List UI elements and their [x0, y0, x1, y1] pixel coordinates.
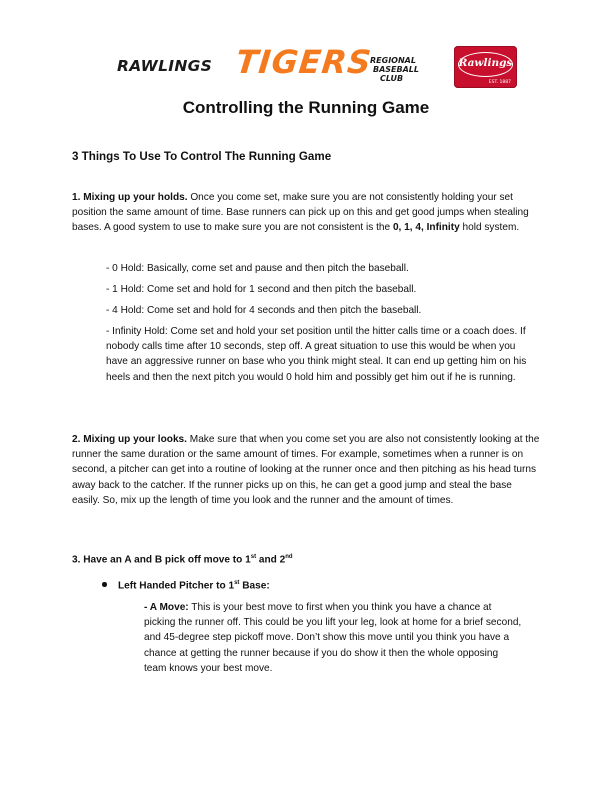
section-3-sup-2: nd — [285, 554, 293, 560]
section-3-heading — [72, 550, 540, 568]
bullet-sup: st — [234, 580, 240, 586]
club-wordmark — [370, 56, 419, 83]
tigers-wordmark: TIGERS — [234, 43, 374, 81]
a-move-body: This is your best move to first when you think you have a chance at picking the runner off. This could be you lift your leg, look at home for a brief second, and 45-degree step pickoff move. Don’t show this move until you think you have a chance at getting the runner because if you do show it then the whole opposing team knows your best move. — [144, 602, 522, 674]
bullet-left-handed-pitcher — [118, 576, 518, 594]
section-3-heading-a: 3. Have an A and B pick off move to 1 — [72, 554, 251, 566]
section-1-body-b: hold system. — [459, 222, 520, 234]
hold-item-infinity: - Infinity Hold: Come set and hold your set position until the hitter calls time or a coach does. If nobody calls time after 10 seconds, step off. A great situation to use this would be when you have an aggressive runner on base who you think might steal. It can end up getting him on his heels and then the next pitch you would 0 hold him and possibly get him out if he is running. — [106, 326, 527, 383]
club-line-3: CLUB — [380, 74, 404, 83]
club-line-1: REGIONAL — [370, 56, 416, 65]
page-header — [0, 0, 612, 95]
hold-item-1: - 1 Hold: Come set and hold for 1 second and then pitch the baseball. — [106, 284, 417, 295]
section-1-body-a: Once you come set, make sure you are not consistently holding your set position the same amount of time. Base runners can pick up on this and get good jumps when stealing bases. A good system to use to make sure you are not consistent is the — [72, 192, 529, 234]
section-2-body: Make sure that when you come set you are also not consistently looking at the runner the same duration or the same amount of times. For example, sometimes when a runner is on second, a pitcher can get into a routine of looking at the runner once and then pitching as his head turns away back to the catcher. If the runner picks up on this, he can get a good jump and steal the base easily. So, mix up the length of time you look and the runner and the amount of times. — [72, 434, 540, 506]
a-move-label: - A Move: — [144, 602, 189, 613]
hold-item-0: - 0 Hold: Basically, come set and pause and then pitch the baseball. — [106, 263, 409, 274]
hold-system-name: 0, 1, 4, Infinity — [392, 222, 460, 234]
rawlings-wordmark: RAWLINGS — [117, 57, 213, 75]
hold-item-4: - 4 Hold: Come set and hold for 4 seconds and then pitch the baseball. — [106, 305, 422, 316]
badge-est: EST. 1887 — [488, 80, 511, 85]
page-subtitle: 3 Things To Use To Control The Running Game — [72, 150, 332, 163]
bullet-dot-icon — [102, 582, 107, 587]
section-2-heading: 2. Mixing up your looks. — [72, 434, 187, 445]
section-1-paragraph — [72, 190, 540, 236]
bullet-text-a: Left Handed Pitcher to 1 — [118, 580, 235, 592]
section-3-sup-1: st — [250, 554, 257, 560]
a-move-paragraph — [144, 600, 522, 676]
bullet-text-b: Base: — [239, 580, 270, 592]
badge-text: Rawlings — [458, 57, 513, 69]
section-1-heading: 1. Mixing up your holds. — [72, 192, 188, 203]
rawlings-badge-logo — [454, 46, 517, 88]
page-title: Controlling the Running Game — [182, 98, 430, 117]
section-3-heading-b: and 2 — [256, 554, 286, 566]
club-line-2: BASEBALL — [373, 65, 419, 74]
section-2-paragraph — [72, 432, 540, 508]
